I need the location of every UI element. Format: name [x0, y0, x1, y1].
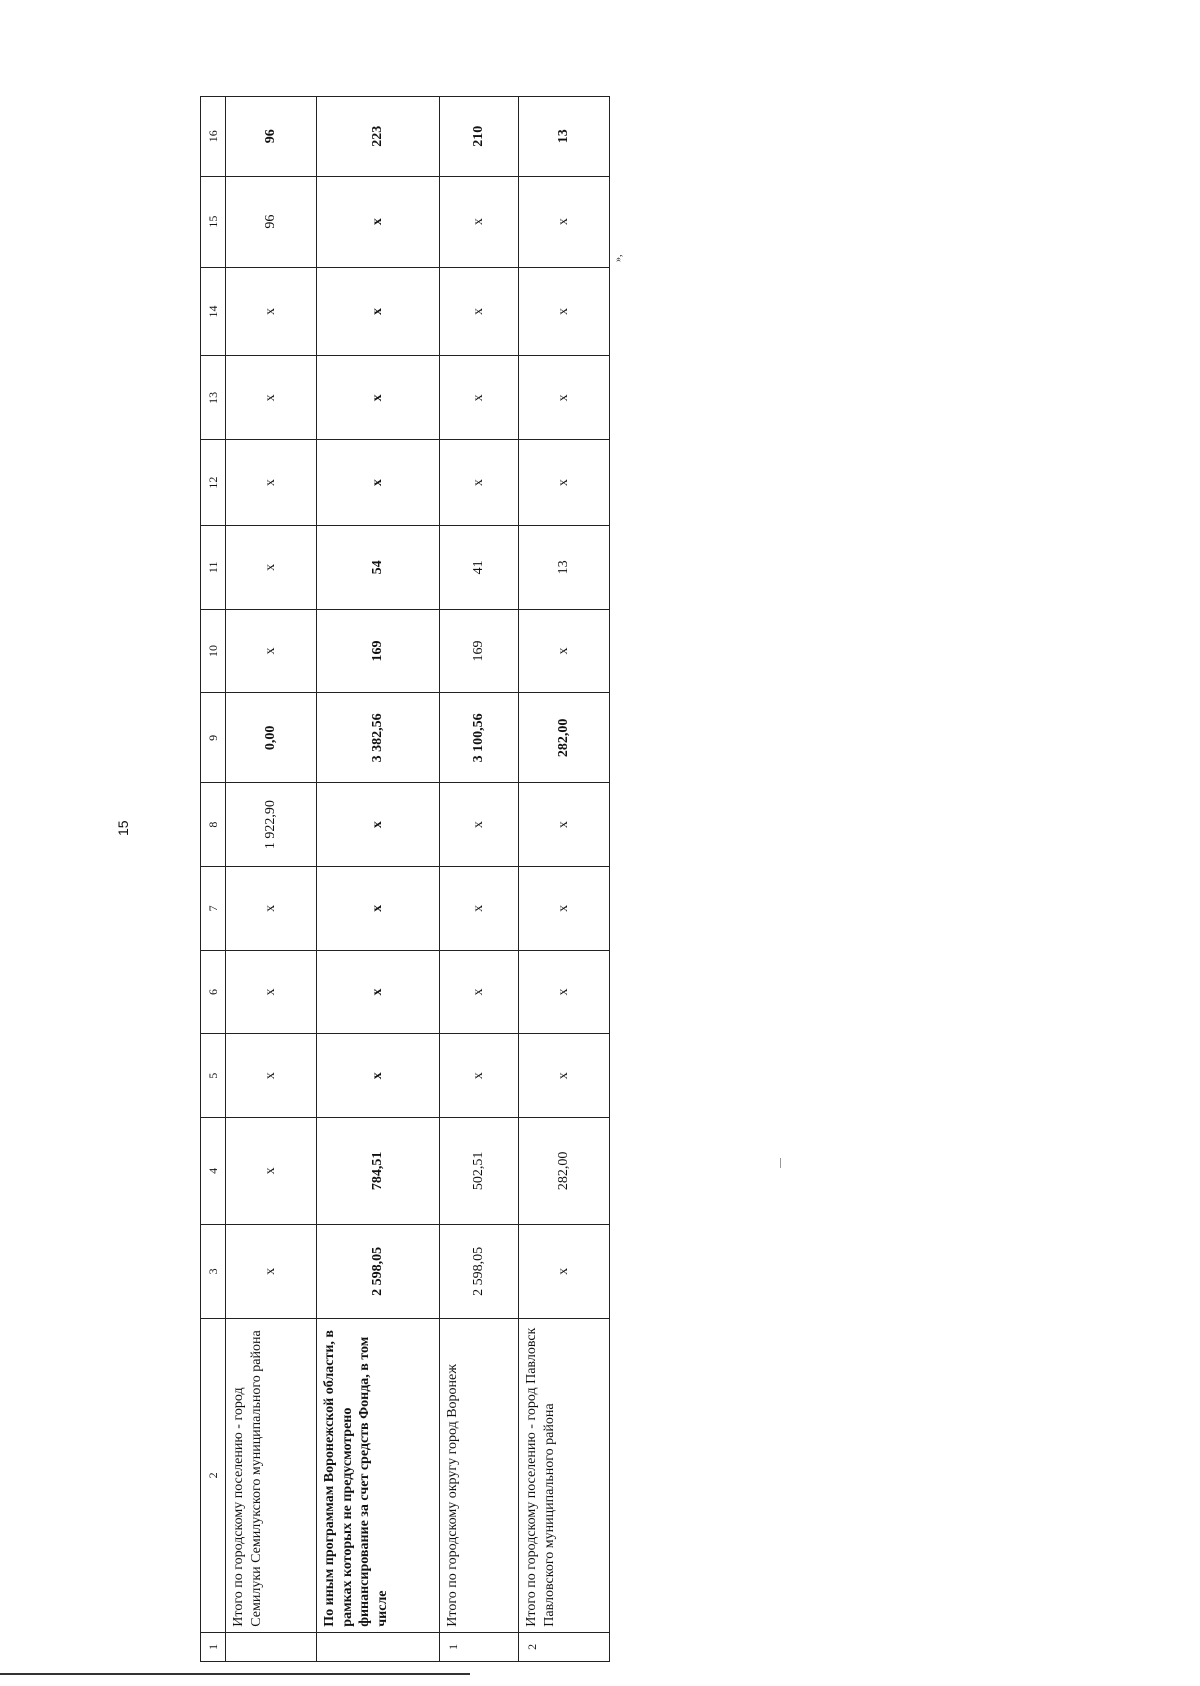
value-cell-col-4: 282,00 — [519, 1118, 610, 1225]
value-cell-col-10: х — [226, 609, 317, 693]
table-header-row — [201, 97, 226, 1662]
row-number-cell — [317, 1632, 440, 1661]
value-cell-col-14: х — [519, 267, 610, 356]
value-cell-col-7: х — [226, 866, 317, 950]
value-cell-col-6: х — [519, 950, 610, 1034]
value-cell-col-8: х — [519, 783, 610, 867]
value-cell-col-15: х — [317, 176, 440, 267]
value-cell-col-11: х — [226, 525, 317, 609]
column-number-14: 14 — [201, 267, 226, 356]
value-cell-col-16: 96 — [226, 97, 317, 177]
value-cell-col-4: 502,51 — [440, 1118, 519, 1225]
value-cell-col-5: х — [519, 1034, 610, 1118]
column-number-9: 9 — [201, 693, 226, 783]
column-number-3: 3 — [201, 1224, 226, 1318]
table-body — [201, 97, 610, 1662]
row-name-cell: Итого по городскому округу город Воронеж — [440, 1318, 519, 1632]
value-cell-col-5: х — [317, 1034, 440, 1118]
value-cell-col-8: х — [440, 783, 519, 867]
value-cell-col-12: х — [226, 440, 317, 526]
column-number-12: 12 — [201, 440, 226, 526]
value-cell-col-9: 0,00 — [226, 693, 317, 783]
column-number-1: 1 — [201, 1632, 226, 1661]
value-cell-col-8: х — [317, 783, 440, 867]
value-cell-col-12: х — [317, 440, 440, 526]
value-cell-col-11: 41 — [440, 525, 519, 609]
rotated-table-wrapper — [200, 96, 593, 1662]
table-row — [519, 97, 610, 1662]
column-number-7: 7 — [201, 866, 226, 950]
value-cell-col-5: х — [226, 1034, 317, 1118]
column-number-2: 2 — [201, 1318, 226, 1632]
value-cell-col-9: 3 100,56 — [440, 693, 519, 783]
value-cell-col-15: 96 — [226, 176, 317, 267]
page-number: 15 — [115, 820, 131, 836]
column-number-4: 4 — [201, 1118, 226, 1225]
value-cell-col-14: х — [440, 267, 519, 356]
table-row — [317, 97, 440, 1662]
column-number-16: 16 — [201, 97, 226, 177]
column-number-15: 15 — [201, 176, 226, 267]
value-cell-col-3: 2 598,05 — [440, 1224, 519, 1318]
value-cell-col-12: х — [519, 440, 610, 526]
value-cell-col-3: 2 598,05 — [317, 1224, 440, 1318]
value-cell-col-10: 169 — [317, 609, 440, 693]
value-cell-col-16: 210 — [440, 97, 519, 177]
value-cell-col-5: х — [440, 1034, 519, 1118]
value-cell-col-3: х — [226, 1224, 317, 1318]
financing-table — [200, 96, 610, 1662]
value-cell-col-12: х — [440, 440, 519, 526]
value-cell-col-9: 3 382,56 — [317, 693, 440, 783]
row-number-cell: 1 — [440, 1632, 519, 1661]
column-number-11: 11 — [201, 525, 226, 609]
value-cell-col-6: х — [226, 950, 317, 1034]
value-cell-col-13: х — [440, 356, 519, 440]
value-cell-col-16: 223 — [317, 97, 440, 177]
value-cell-col-7: х — [317, 866, 440, 950]
value-cell-col-3: х — [519, 1224, 610, 1318]
value-cell-col-8: 1 922,90 — [226, 783, 317, 867]
column-number-6: 6 — [201, 950, 226, 1034]
value-cell-col-4: х — [226, 1118, 317, 1225]
value-cell-col-4: 784,51 — [317, 1118, 440, 1225]
value-cell-col-13: х — [226, 356, 317, 440]
value-cell-col-7: х — [440, 866, 519, 950]
row-name-cell: По иным программам Воронежской области, в рамках которых не предусмотрено финансирование за счет средств Фонда, в том числе — [317, 1318, 440, 1632]
row-number-cell: 2 — [519, 1632, 610, 1661]
row-number-cell — [226, 1632, 317, 1661]
value-cell-col-13: х — [317, 356, 440, 440]
value-cell-col-6: х — [317, 950, 440, 1034]
value-cell-col-14: х — [317, 267, 440, 356]
value-cell-col-11: 13 — [519, 525, 610, 609]
table-row — [440, 97, 519, 1662]
scan-artifact — [780, 1158, 781, 1168]
row-name-cell: Итого по городскому поселению - город Семилуки Семилукского муниципального района — [226, 1318, 317, 1632]
column-number-10: 10 — [201, 609, 226, 693]
value-cell-col-15: х — [440, 176, 519, 267]
value-cell-col-15: х — [519, 176, 610, 267]
scan-mark: », — [613, 254, 624, 262]
value-cell-col-9: 282,00 — [519, 693, 610, 783]
value-cell-col-6: х — [440, 950, 519, 1034]
column-number-5: 5 — [201, 1034, 226, 1118]
value-cell-col-10: х — [519, 609, 610, 693]
value-cell-col-7: х — [519, 866, 610, 950]
column-number-13: 13 — [201, 356, 226, 440]
value-cell-col-13: х — [519, 356, 610, 440]
value-cell-col-16: 13 — [519, 97, 610, 177]
bottom-rule — [0, 1673, 470, 1675]
row-name-cell: Итого по городскому поселению - город Павловск Павловского муниципального района — [519, 1318, 610, 1632]
value-cell-col-14: х — [226, 267, 317, 356]
column-number-8: 8 — [201, 783, 226, 867]
value-cell-col-10: 169 — [440, 609, 519, 693]
value-cell-col-11: 54 — [317, 525, 440, 609]
table-row — [226, 97, 317, 1662]
